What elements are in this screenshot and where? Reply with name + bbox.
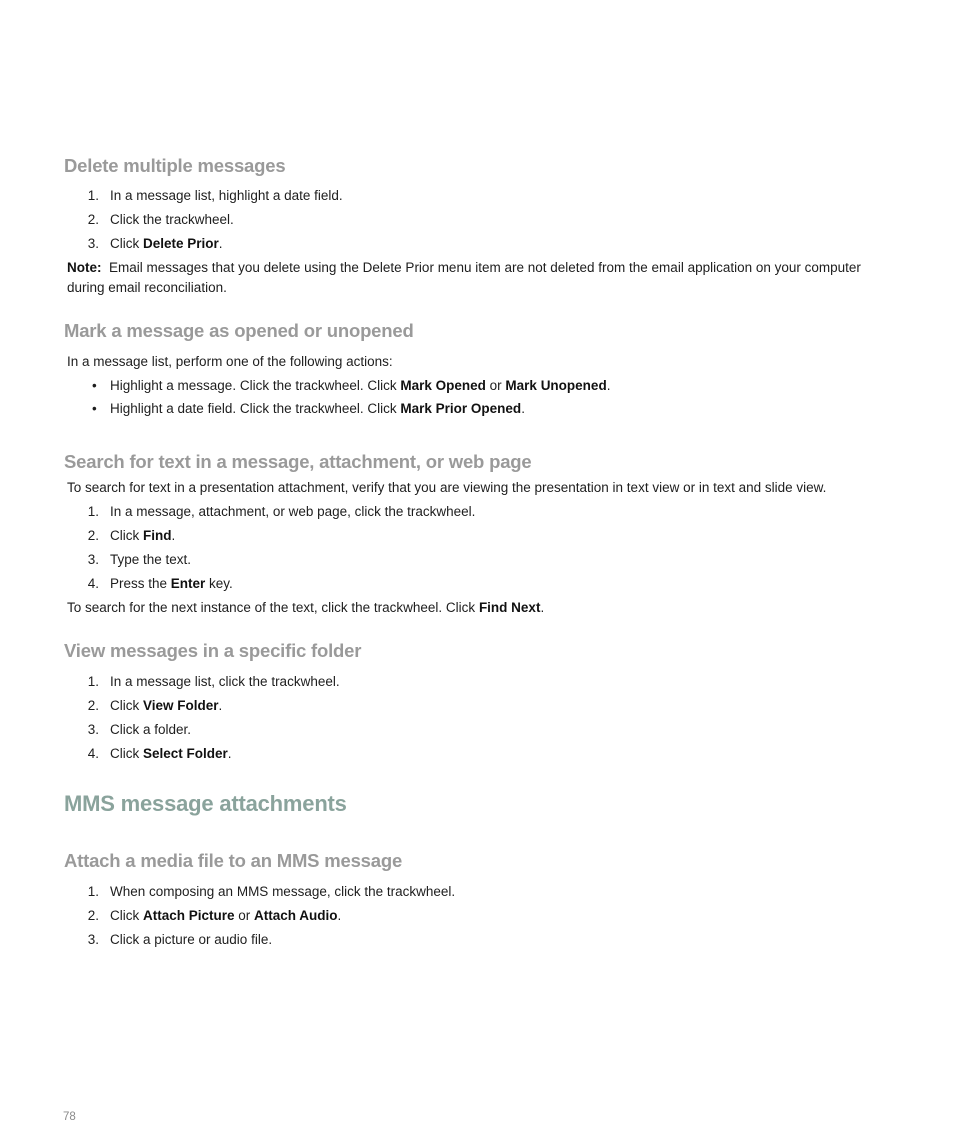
step-number: 3. [87, 722, 99, 737]
bullet-text: Highlight a date field. Click the trackwheel. Click Mark Prior Opened. [110, 401, 525, 416]
step-number: 2. [87, 212, 99, 227]
step-text: Click Attach Picture or Attach Audio. [110, 908, 342, 923]
step-number: 2. [87, 908, 99, 923]
step-text: In a message list, click the trackwheel. [110, 674, 340, 689]
step-number: 4. [87, 746, 99, 761]
step-text: Click a folder. [110, 722, 192, 737]
step-text: Click Find. [110, 528, 176, 543]
heading-view-messages-folder: View messages in a specific folder [64, 640, 362, 661]
step-number: 2. [87, 528, 99, 543]
step-text: Click the trackwheel. [110, 212, 234, 227]
note-label: Note: [67, 260, 102, 275]
section-title-mms-attachments: MMS message attachments [64, 791, 347, 816]
step-text: Click a picture or audio file. [110, 932, 273, 947]
outro-text: To search for the next instance of the text, click the trackwheel. Click Find Next. [67, 600, 545, 615]
intro-text: To search for text in a presentation attachment, verify that you are viewing the presentation in text view or in text and slide view. [67, 480, 827, 495]
step-text: In a message, attachment, or web page, click the trackwheel. [110, 504, 476, 519]
bullet-text: Highlight a message. Click the trackwheel. Click Mark Opened or Mark Unopened. [110, 378, 611, 393]
heading-delete-multiple-messages: Delete multiple messages [64, 155, 286, 176]
step-number: 4. [87, 576, 99, 591]
step-text: Type the text. [110, 552, 192, 567]
heading-mark-opened-unopened: Mark a message as opened or unopened [64, 320, 414, 341]
step-number: 2. [87, 698, 99, 713]
step-number: 3. [87, 552, 99, 567]
step-text: In a message list, highlight a date field. [110, 188, 343, 203]
step-text: Click Select Folder. [110, 746, 232, 761]
heading-attach-media-file: Attach a media file to an MMS message [64, 850, 403, 871]
step-text: Click View Folder. [110, 698, 223, 713]
bullet-icon: • [92, 378, 97, 393]
step-text: When composing an MMS message, click the trackwheel. [110, 884, 456, 899]
step-text: Press the Enter key. [110, 576, 233, 591]
heading-search-for-text: Search for text in a message, attachment, or web page [64, 451, 532, 472]
intro-text: In a message list, perform one of the following actions: [67, 354, 393, 369]
step-text: Click Delete Prior. [110, 236, 223, 251]
note-block [67, 258, 887, 298]
step-number: 3. [87, 236, 99, 251]
bullet-icon: • [92, 401, 97, 416]
step-number: 1. [87, 884, 99, 899]
page-number: 78 [63, 1111, 76, 1123]
step-number: 1. [87, 674, 99, 689]
step-number: 1. [87, 188, 99, 203]
note-text: Email messages that you delete using the Delete Prior menu item are not deleted from the email application on your computer during email reconciliation. [67, 260, 861, 295]
step-number: 1. [87, 504, 99, 519]
step-number: 3. [87, 932, 99, 947]
